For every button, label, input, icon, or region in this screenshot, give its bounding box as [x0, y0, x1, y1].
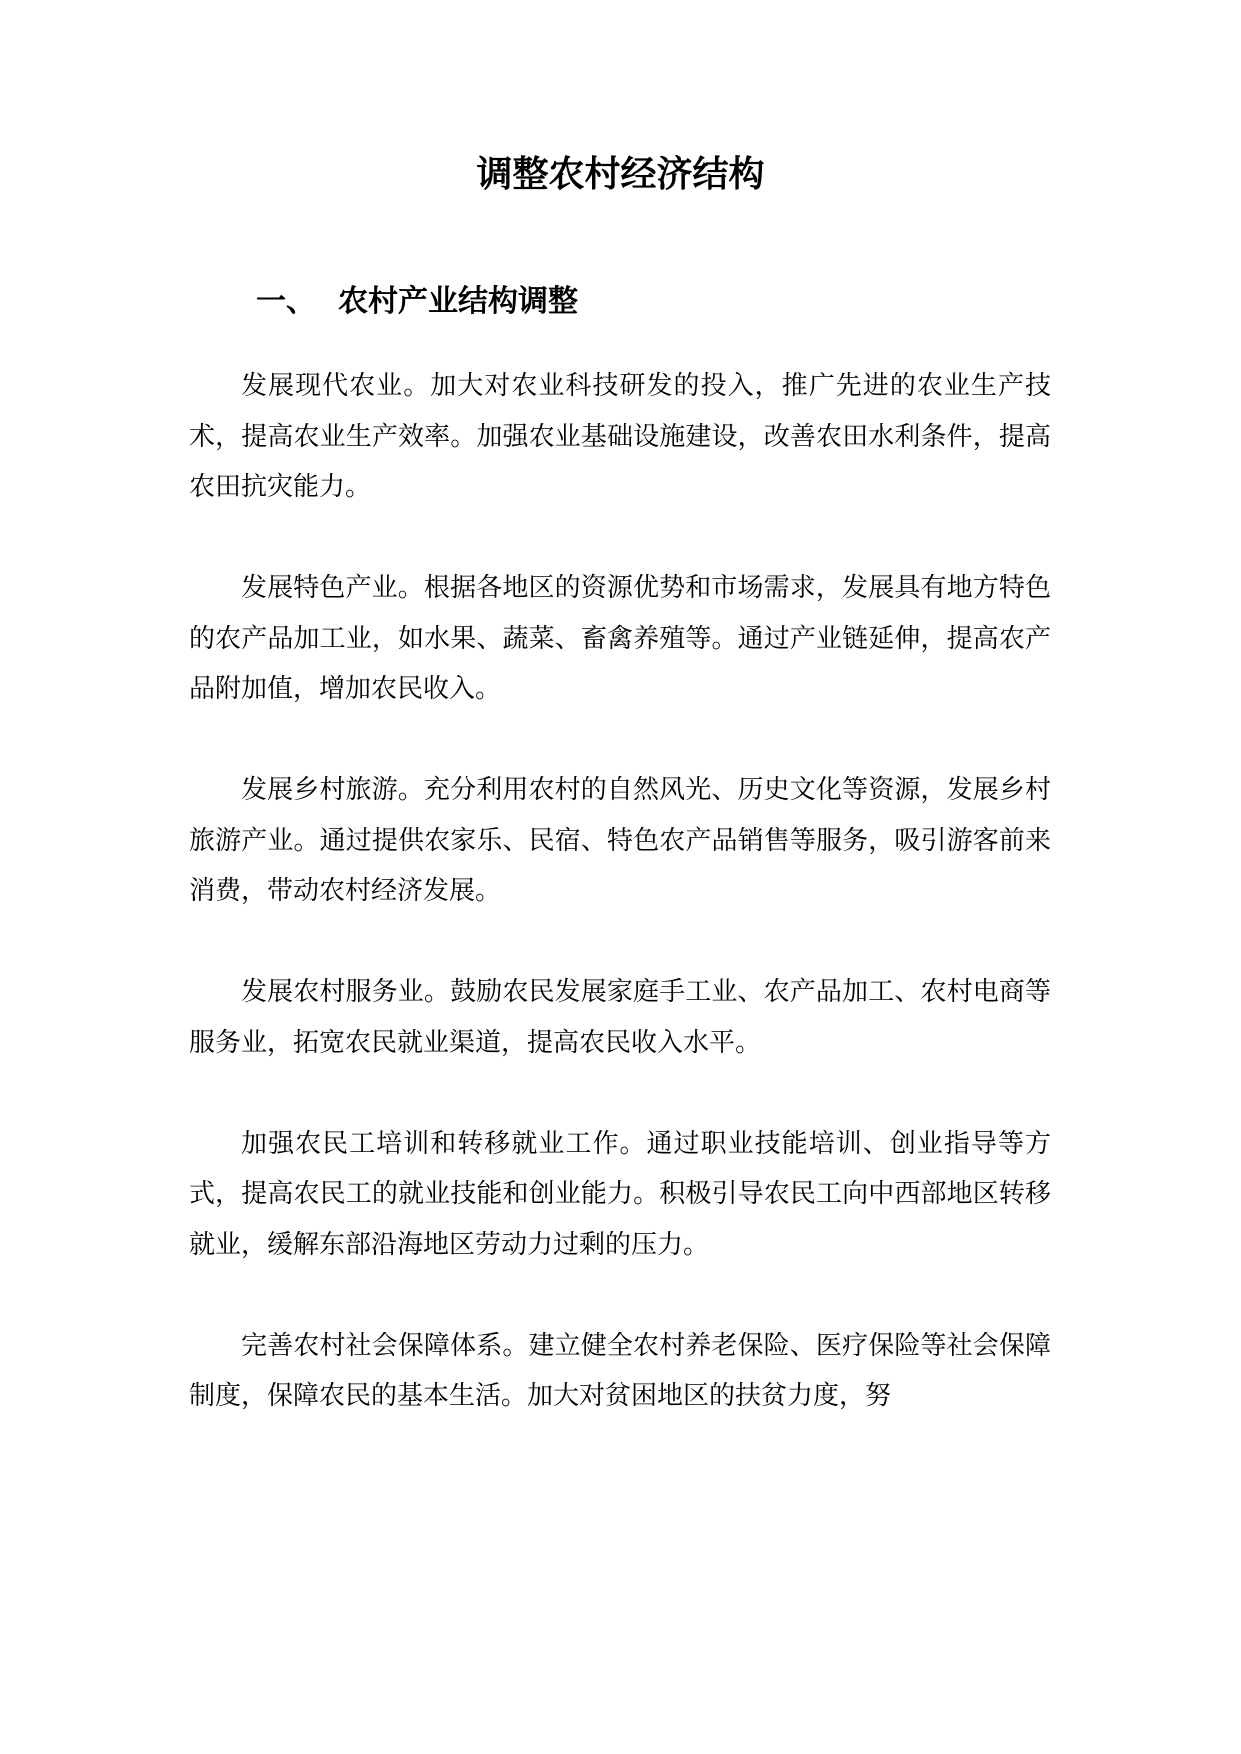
section-number: 一、 [256, 284, 316, 319]
paragraph-migrant-worker-training: 加强农民工培训和转移就业工作。通过职业技能培训、创业指导等方式，提高农民工的就业技能和创业能力。积极引导农民工向中西部地区转移就业，缓解东部沿海地区劳动力过剩的压力。 [189, 1128, 1051, 1260]
paragraph-modern-agriculture: 发展现代农业。加大对农业科技研发的投入，推广先进的农业生产技术，提高农业生产效率。加强农业基础设施建设，改善农田水利条件，提高农田抗灾能力。 [189, 371, 1051, 502]
paragraph-rural-tourism: 发展乡村旅游。充分利用农村的自然风光、历史文化等资源，发展乡村旅游产业。通过提供农家乐、民宿、特色农产品销售等服务，吸引游客前来消费，带动农村经济发展。 [189, 775, 1051, 906]
paragraph-specialty-industry: 发展特色产业。根据各地区的资源优势和市场需求，发展具有地方特色的农产品加工业，如水果、蔬菜、畜禽养殖等。通过产业链延伸，提高农产品附加值，增加农民收入。 [189, 573, 1051, 704]
paragraph-social-security: 完善农村社会保障体系。建立健全农村养老保险、医疗保险等社会保障制度，保障农民的基本生活。加大对贫困地区的扶贫力度，努 [189, 1330, 1051, 1411]
paragraph-rural-services: 发展农村服务业。鼓励农民发展家庭手工业、农产品加工、农村电商等服务业，拓宽农民就业渠道，提高农民收入水平。 [189, 977, 1051, 1058]
body-text [189, 361, 1051, 1472]
section-heading [256, 280, 578, 324]
section-title: 农村产业结构调整 [338, 284, 578, 319]
document-title: 调整农村经济结构 [476, 154, 765, 195]
